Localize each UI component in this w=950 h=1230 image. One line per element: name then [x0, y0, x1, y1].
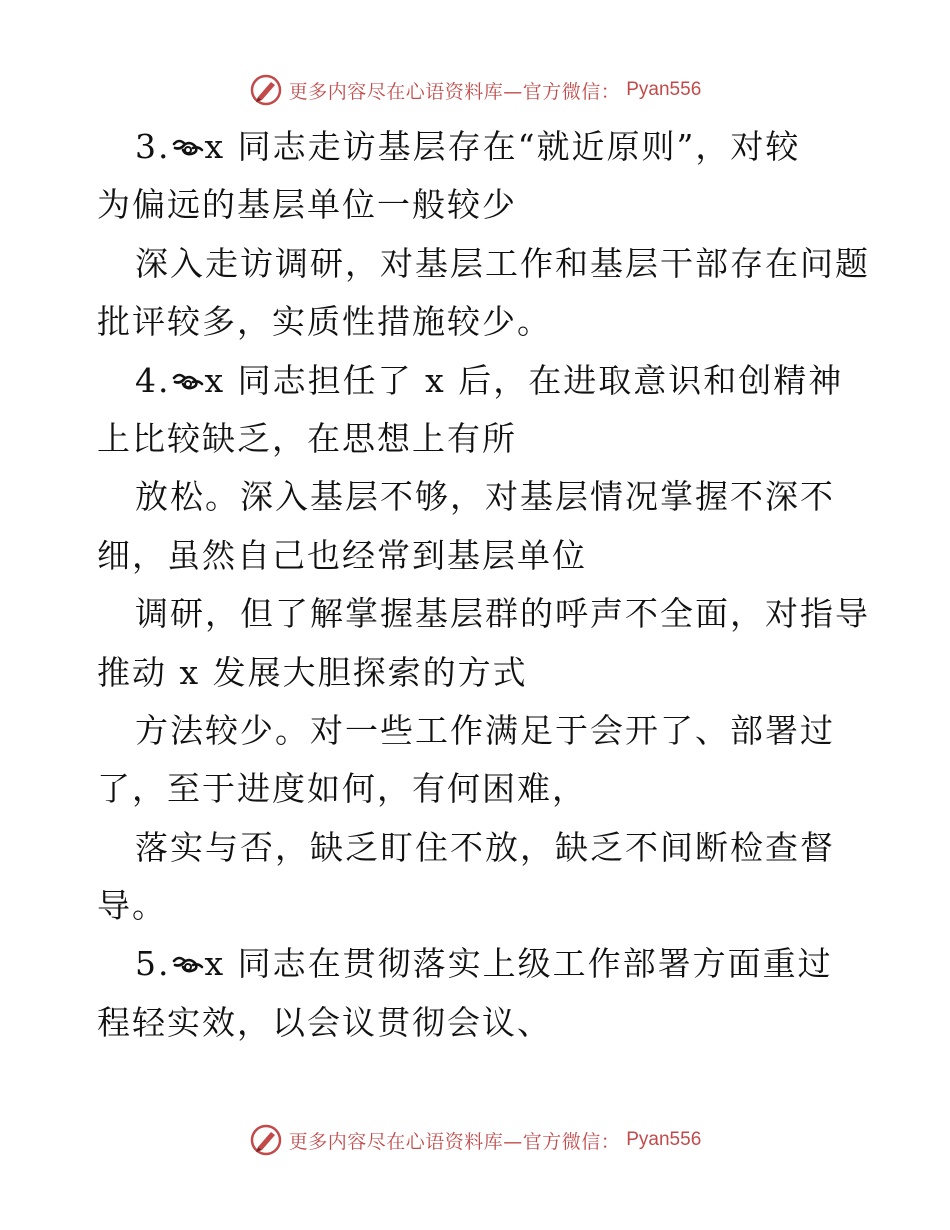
line-text: 导。: [97, 886, 167, 926]
header-watermark-banner: [0, 70, 950, 110]
text-line: [97, 877, 857, 935]
line-text: 调研，但了解掌握基层群的呼声不全面，对指导: [135, 594, 870, 634]
text-line: [97, 468, 857, 526]
banner-text: 更多内容尽在心语资料库—官方微信：: [288, 1130, 621, 1153]
document-body: [97, 118, 870, 1052]
decorative-glyph-icon: [171, 136, 205, 160]
line-text: 上比较缺乏，在思想上有所: [97, 418, 517, 458]
pen-logo-icon: [249, 1123, 283, 1157]
banner-contact: Pyan556: [626, 79, 702, 100]
text-line: [97, 819, 857, 877]
line-text: x 同志担任了 x 后，在进取意识和创精神: [204, 360, 844, 400]
text-line: [97, 118, 857, 176]
line-text: 放松。深入基层不够，对基层情况掌握不深不: [135, 477, 835, 517]
text-line: [97, 994, 857, 1052]
line-text: 细，虽然自己也经常到基层单位: [97, 535, 587, 575]
text-line: [97, 760, 857, 818]
decorative-glyph-icon: [171, 370, 205, 394]
banner-text: 更多内容尽在心语资料库—官方微信：: [288, 80, 621, 103]
item-number: 4.: [135, 360, 171, 400]
text-line: [97, 176, 857, 234]
text-line: [97, 585, 870, 643]
text-line: [97, 410, 857, 468]
line-text: 了，至于进度如何，有何困难，: [97, 769, 587, 809]
line-text: 方法较少。对一些工作满足于会开了、部署过: [135, 710, 835, 750]
line-text: 为偏远的基层单位一般较少: [97, 185, 517, 225]
line-text: 深入走访调研，对基层工作和基层干部存在问题: [135, 243, 870, 283]
item-number: 3.: [135, 127, 171, 166]
line-text: 批评较多，实质性措施较少。: [97, 302, 552, 342]
line-text: 程轻实效，以会议贯彻会议、: [97, 1002, 552, 1042]
text-line: [97, 527, 857, 585]
text-line: [97, 352, 857, 410]
line-text: x 同志在贯彻落实上级工作部署方面重过: [204, 944, 833, 984]
pen-logo-icon: [249, 73, 283, 107]
footer-watermark-banner: [0, 1120, 950, 1160]
line-text: 落实与否，缺乏盯住不放，缺乏不间断检查督: [135, 827, 835, 867]
decorative-glyph-icon: [171, 953, 205, 977]
text-line: [97, 293, 857, 351]
line-text: x 同志走访基层存在“就近原则”，对较: [204, 127, 801, 166]
text-line: [97, 644, 857, 702]
text-line: [97, 235, 870, 293]
banner-contact: Pyan556: [626, 1129, 702, 1150]
text-line: [97, 702, 857, 760]
item-number: 5.: [135, 944, 171, 984]
line-text: 推动 x 发展大胆探索的方式: [97, 652, 528, 692]
text-line: [97, 935, 857, 993]
